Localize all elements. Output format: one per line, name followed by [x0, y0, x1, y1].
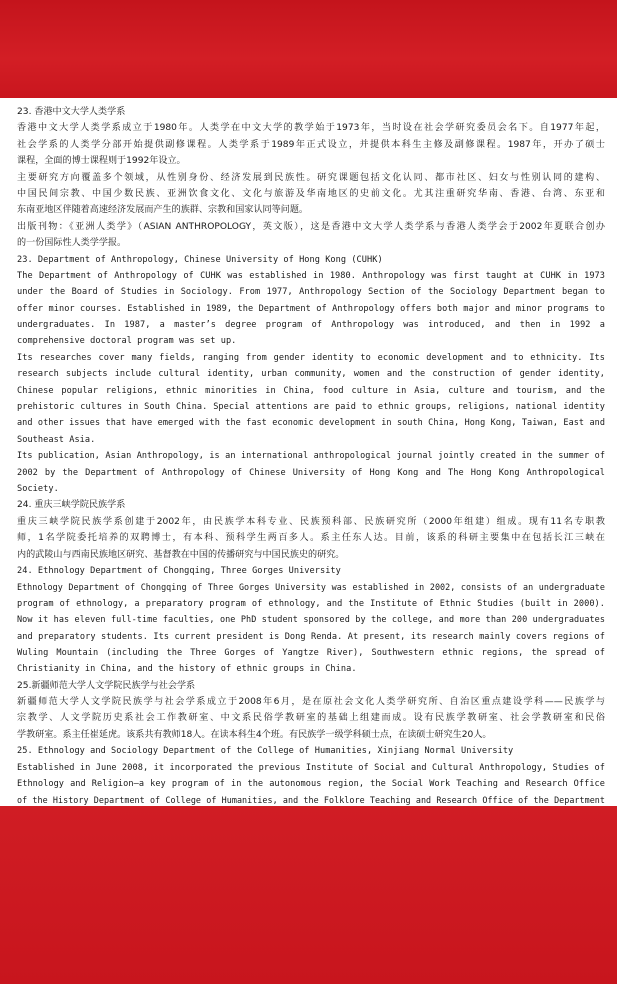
text-line: Ethnology Department of Chongqing of Three Gorges University was established in 2002, consists of an undergraduate — [17, 582, 605, 593]
text-line: 中国民间宗教、中国少数民族、亚洲饮食文化、文化与旅游及华南地区的史前文化。尤其注重研究华南、香港、台湾、东亚和 — [17, 188, 605, 199]
text-line: Southeast Asia. — [17, 434, 96, 445]
text-line: The Department of Anthropology of CUHK was established in 1980. Anthropology was first taught at CUHK in 1973 — [17, 270, 605, 281]
text-line: Established in June 2008, it incorporated the previous Institute of Social and Cultural Anthropology, Studies of — [17, 762, 605, 773]
text-line: of the History Department of College of Humanities, and the Folklore Teaching and Research Office of the Department — [17, 795, 605, 806]
text-line: 出版刊物：《亚洲人类学》（ASIAN ANTHROPOLOGY，英文版），这是香港中文大学人类学系与香港人类学会于2002年夏联合创办 — [17, 221, 605, 232]
text-line: Chinese popular religions, ethnic minorities in China, food culture in Asia, culture and tourism, and the — [17, 385, 605, 396]
text-line: 社会学系的人类学分部开始提供副修课程。人类学系于1989年正式设立，并提供本科生主修及副修课程。1987年，开办了硕士 — [17, 139, 605, 150]
text-line: 23. 香港中文大学人类学系 — [17, 107, 126, 117]
text-line: 重庆三峡学院民族学系创建于2002年，由民族学本科专业、民族预科部、民族研究所（2000年组建）组成。现有11名专职教 — [17, 516, 605, 527]
text-line: Its researches cover many fields, ranging from gender identity to economic development and to ethnicity. Its — [17, 352, 605, 363]
text-line: 23. Department of Anthropology, Chinese University of Hong Kong (CUHK) — [17, 254, 383, 265]
text-line: Now it has eleven full-time faculties, one PhD student sponsored by the college, and more than 200 undergraduates — [17, 615, 605, 626]
bottom-red-band — [0, 806, 617, 984]
text-line: Its publication, Asian Anthropology, is an international anthropological journal jointly created in the summer of — [17, 451, 605, 462]
text-line: comprehensive doctoral program was set up. — [17, 336, 237, 347]
text-line: 学教研室。系主任崔延虎。该系共有教师18人。在读本科生4个班。有民族学一级学科硕士点，在读硕士研究生20人。 — [17, 729, 492, 740]
text-line: 宗教学、人文学院历史系社会工作教研室、中文系民俗学教研室的基础上组建而成。设有民族学教研室、社会学教研室和民俗 — [17, 713, 605, 724]
text-line: 2002 by the Department of Anthropology of Chinese University of Hong Kong and The Hong Kong Anthropological — [17, 467, 605, 478]
text-line: research subjects include cultural identity, urban community, women and the construction of gender identity, — [17, 369, 605, 380]
text-line: under the Board of Studies in Sociology. From 1977, Anthropology Section of the Sociology Department began to — [17, 287, 605, 298]
text-line: Wuling Mountain (including the Three Gorges of Yangtze River), Southwestern ethnic regions, the spread of — [17, 647, 605, 658]
document-body — [17, 104, 605, 809]
text-line: Society. — [17, 483, 59, 494]
text-line: prehistoric cultures in South China. Special attentions are paid to ethnic groups, religions, national identity — [17, 402, 605, 413]
text-line: Christianity in China, and the history of ethnic groups in China. — [17, 664, 357, 675]
text-line: 25. Ethnology and Sociology Department of the College of Humanities, Xinjiang Normal University — [17, 746, 514, 757]
text-line: 24. 重庆三峡学院民族学系 — [17, 500, 126, 511]
text-line: 东南亚地区伴随着高速经济发展而产生的族群、宗教和国家认同等问题。 — [17, 205, 309, 216]
text-line: 师，1名学院委托培养的双聘博士，有本科、预科学生两百多人。系主任东人达。目前，该系的科研主要集中在包括长江三峡在 — [17, 533, 605, 544]
text-line: 内的武陵山与西南民族地区研究、基督教在中国的传播研究与中国民族史的研究。 — [17, 549, 345, 560]
top-red-band — [0, 0, 617, 98]
text-line: offer minor courses. Established in 1989, the Department of Anthropology offers both major and minor programs to — [17, 303, 605, 314]
text-line: program of ethnology, a preparatory program of ethnology, and the Institute of Ethnic Studies (built in 2000). — [17, 598, 605, 609]
text-line: 课程，全面的博士课程则于1992年设立。 — [17, 156, 186, 167]
text-line: and other issues that have emerged with the fast economic development in south China, Hong Kong, Taiwan, East and — [17, 418, 605, 429]
text-line: 的一份国际性人类学学报。 — [17, 238, 127, 249]
text-line: 24. Ethnology Department of Chongqing, Three Gorges University — [17, 565, 341, 576]
text-line: undergraduates. In 1987, a master’s degree program of Anthropology was introduced, and then in 1992 a — [17, 320, 605, 331]
text-line: and preparatory students. Its current president is Dong Renda. At present, its research mainly covers regions of — [17, 631, 605, 642]
text-line: 25.新疆师范大学人文学院民族学与社会学系 — [17, 680, 196, 691]
text-line: 香港中文大学人类学系成立于1980年。人类学在中文大学的教学始于1973年，当时设在社会学研究委员会名下。自1977年起， — [17, 123, 605, 134]
text-line: 主要研究方向覆盖多个领域，从性别身份、经济发展到民族性。研究课题包括文化认同、都市社区、妇女与性别认同的建构、 — [17, 172, 605, 183]
text-line: 新疆师范大学人文学院民族学与社会学系成立于2008年6月，是在原社会文化人类学研究所、自治区重点建设学科——民族学与 — [17, 697, 605, 708]
text-line: Ethnology and Religion—a key program of in the autonomous region, the Social Work Teaching and Research Office — [17, 779, 605, 790]
